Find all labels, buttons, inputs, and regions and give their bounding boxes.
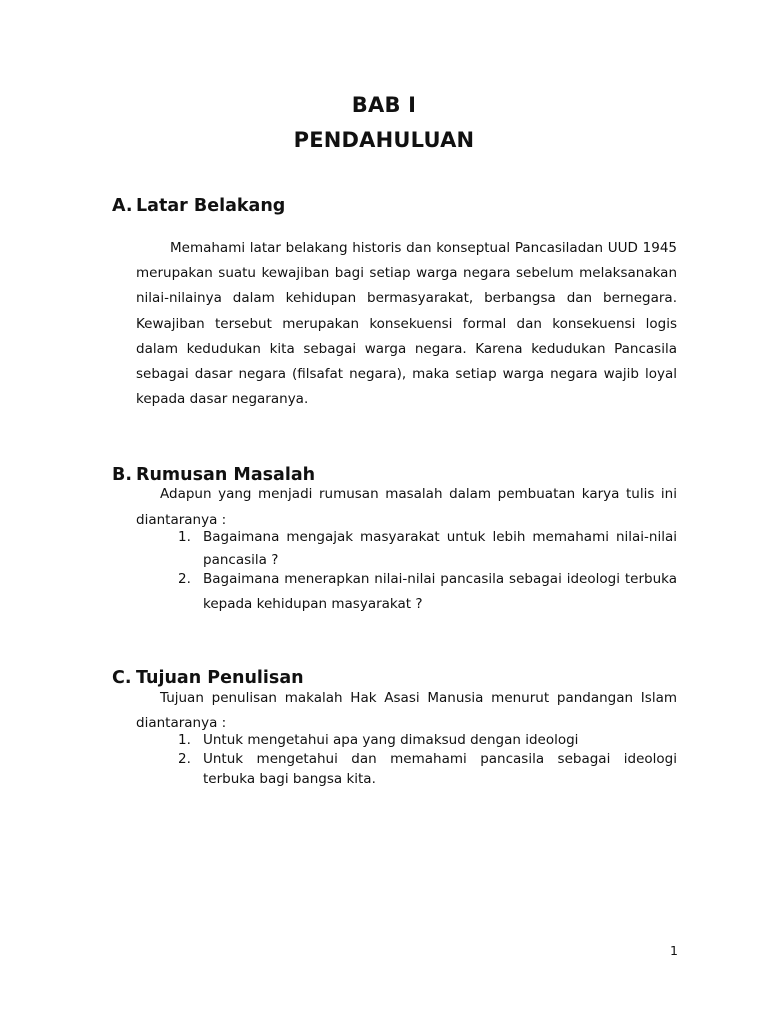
list-item-number: 2.	[178, 571, 191, 587]
list-item-text: Bagaimana menerapkan nilai-nilai pancasila sebagai ideologi terbuka kepada kehidupan masyarakat ?	[203, 571, 677, 612]
list-item	[178, 749, 677, 789]
section-b-intro-continuation: diantaranya :	[136, 512, 227, 528]
section-c-letter: C.	[112, 668, 132, 688]
list-item-number: 2.	[178, 751, 191, 767]
list-item	[178, 526, 677, 572]
chapter-title: BAB I	[351, 93, 417, 117]
page-number: 1	[670, 943, 678, 958]
section-b-intro-text: Adapun yang menjadi rumusan masalah dalam pembuatan karya tulis ini	[160, 486, 677, 502]
list-item-number: 1.	[178, 732, 191, 748]
list-item-text: Untuk mengetahui apa yang dimaksud dengan ideologi	[203, 732, 579, 748]
section-b-title: Rumusan Masalah	[136, 465, 316, 485]
list-item	[178, 730, 677, 750]
section-c-title: Tujuan Penulisan	[136, 668, 304, 688]
list-item-number: 1.	[178, 529, 191, 545]
list-item	[178, 567, 677, 617]
section-a-letter: A.	[112, 196, 133, 216]
section-c-intro-text: Tujuan penulisan makalah Hak Asasi Manusia menurut pandangan Islam	[160, 690, 677, 706]
section-a-heading	[112, 196, 285, 216]
list-item-text: Bagaimana mengajak masyarakat untuk lebih memahami nilai-nilai pancasila ?	[203, 529, 677, 568]
section-b-letter: B.	[112, 465, 132, 485]
section-c-intro-continuation: diantaranya :	[136, 715, 227, 731]
section-c-heading	[112, 668, 304, 688]
section-c-intro	[136, 688, 677, 708]
section-b-heading	[112, 465, 315, 485]
section-b-intro	[136, 484, 677, 504]
section-a-text: Memahami latar belakang historis dan konseptual Pancasiladan UUD 1945 merupakan suatu kewajiban bagi setiap warga negara sebelum melaksanakan nilai-nilainya dalam kehidupan bermasyarakat, berbangsa dan bernegara. Kewajiban tersebut merupakan konsekuensi formal dan konsekuensi logis dalam kedudukan kita sebagai warga negara. Karena kedudukan Pancasila sebagai dasar negara (filsafat negara), maka setiap warga negara wajib loyal kepada dasar negaranya.	[136, 240, 677, 408]
list-item-text: Untuk mengetahui dan memahami pancasila sebagai ideologi terbuka bagi bangsa kita.	[203, 751, 677, 787]
chapter-subtitle: PENDAHULUAN	[293, 128, 475, 152]
section-a-paragraph	[136, 236, 677, 412]
section-a-title: Latar Belakang	[136, 196, 286, 216]
